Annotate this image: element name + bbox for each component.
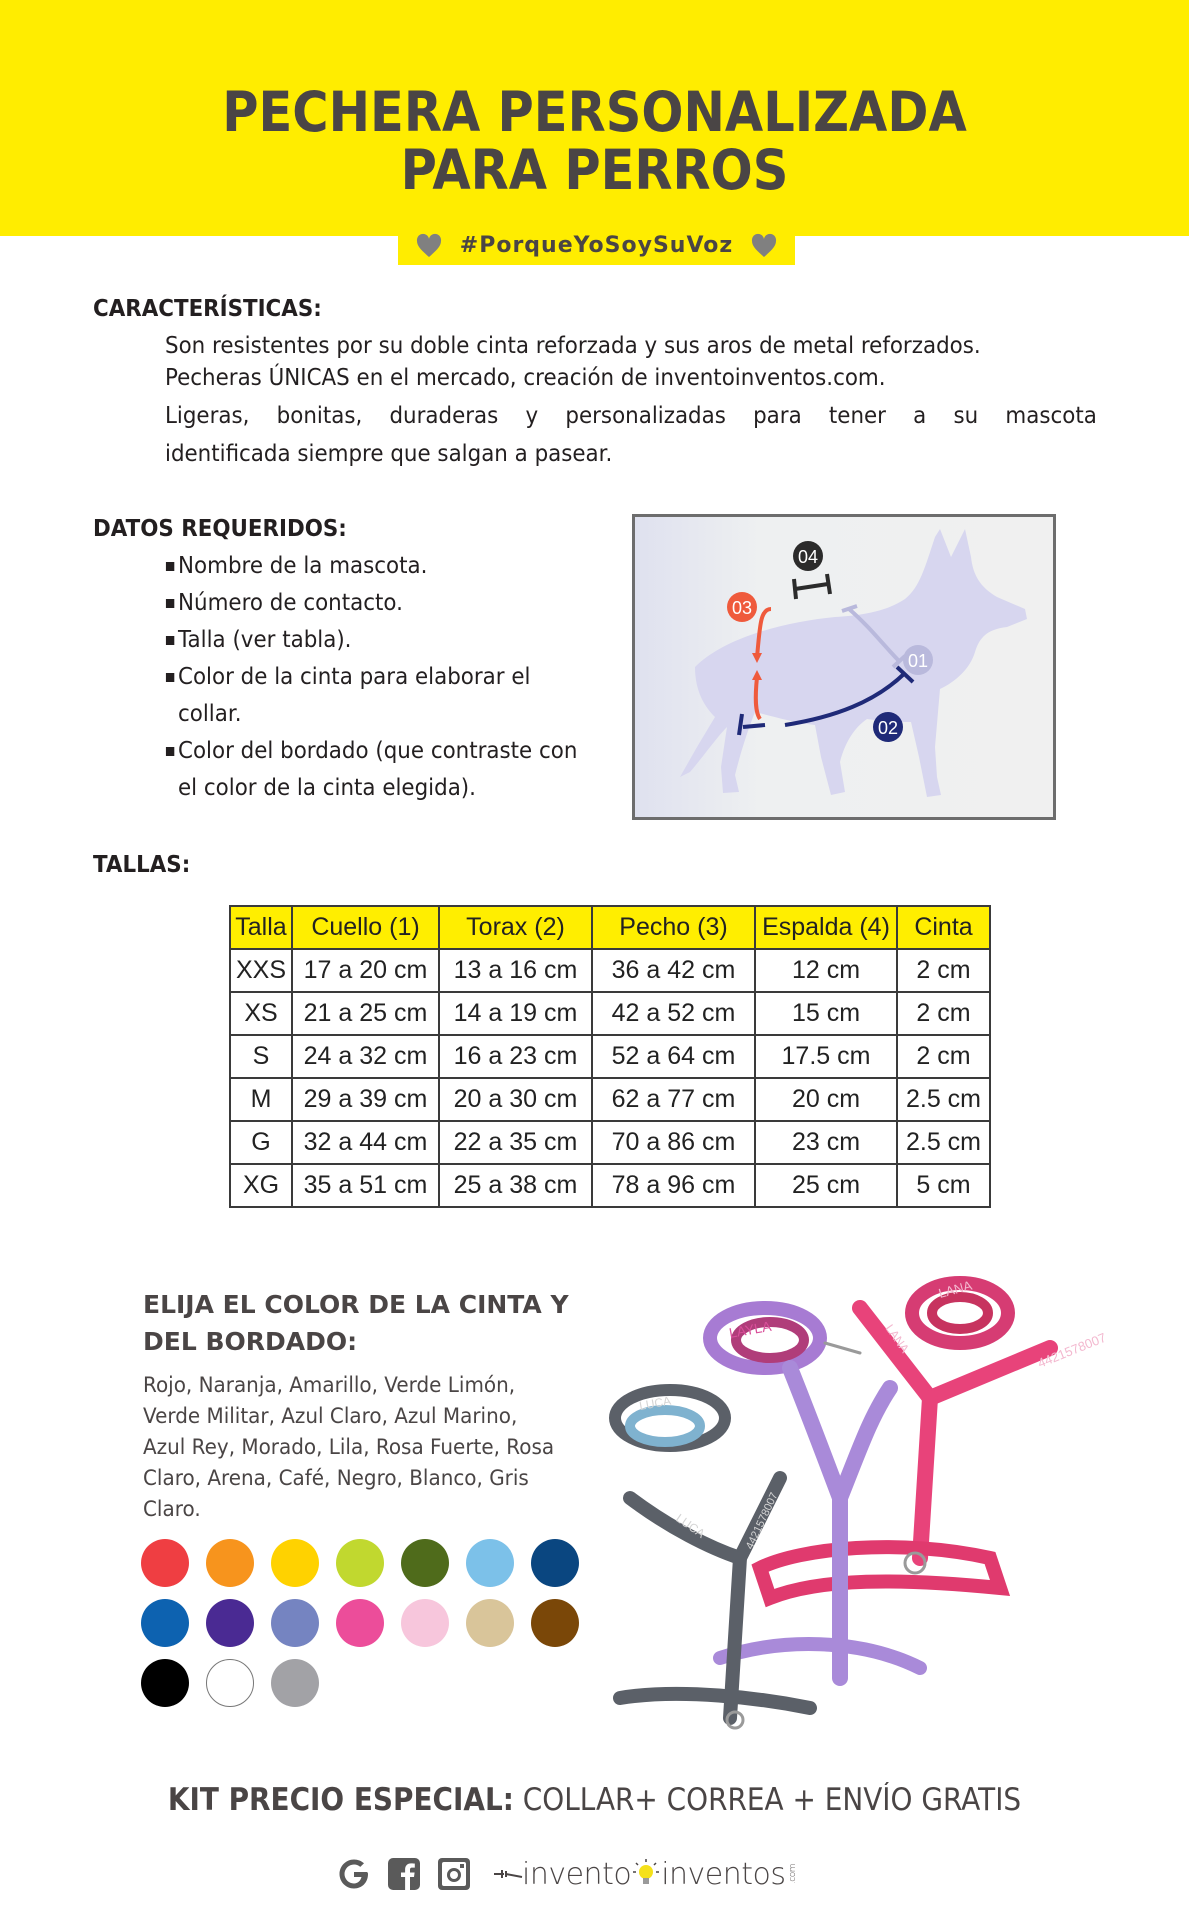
measurement-cell: 52 a 64 cm bbox=[592, 1035, 755, 1078]
embroidery-text: 4421578007 bbox=[743, 1490, 781, 1552]
measurement-cell: 78 a 96 cm bbox=[592, 1164, 755, 1207]
marker-label: 04 bbox=[797, 547, 819, 567]
table-row bbox=[230, 992, 990, 1035]
kit-offer-rest: COLLAR+ CORREA + ENVÍO GRATIS bbox=[513, 1782, 1022, 1818]
measurement-cell: 20 cm bbox=[755, 1078, 897, 1121]
measurement-cell: 20 a 30 cm bbox=[439, 1078, 592, 1121]
list-item: Número de contacto. bbox=[165, 585, 593, 622]
table-header-row bbox=[230, 906, 990, 949]
embroidery-text: LUCA bbox=[638, 1393, 673, 1413]
list-item: Color de la cinta para elaborar el collar. bbox=[165, 659, 593, 733]
color-swatch[interactable] bbox=[141, 1539, 189, 1587]
marker-04 bbox=[793, 541, 830, 599]
measurement-cell: 2 cm bbox=[897, 1035, 990, 1078]
measurement-cell: 29 a 39 cm bbox=[292, 1078, 439, 1121]
measurement-cell: 16 a 23 cm bbox=[439, 1035, 592, 1078]
color-swatch[interactable] bbox=[336, 1599, 384, 1647]
list-item: Nombre de la mascota. bbox=[165, 548, 593, 585]
size-cell: XS bbox=[230, 992, 292, 1035]
size-cell: G bbox=[230, 1121, 292, 1164]
kit-offer bbox=[59, 1782, 1129, 1818]
caracteristicas-line: Pecheras ÚNICAS en el mercado, creación de inventoinventos.com. bbox=[165, 365, 886, 391]
tallas-heading: TALLAS: bbox=[93, 852, 191, 878]
square-bullet-icon bbox=[165, 733, 178, 807]
list-item: Color del bordado (que contraste con el color de la cinta elegida). bbox=[165, 733, 593, 807]
measurement-cell: 2 cm bbox=[897, 992, 990, 1035]
measurement-cell: 32 a 44 cm bbox=[292, 1121, 439, 1164]
color-swatch[interactable] bbox=[466, 1599, 514, 1647]
colores-list-text: Rojo, Naranja, Amarillo, Verde Limón, Verde Militar, Azul Claro, Azul Marino, Azul Rey, Morado, Lila, Rosa Fuerte, Rosa Claro, Arena, Café, Negro, Blanco, Gris Claro. bbox=[143, 1373, 555, 1521]
product-photo bbox=[600, 1258, 1109, 1738]
caracteristicas-line: Ligeras, bonitas, duraderas y personalizadas para tener a su mascota bbox=[165, 403, 1097, 429]
measurement-cell: 13 a 16 cm bbox=[439, 949, 592, 992]
marker-label: 03 bbox=[731, 598, 753, 618]
hashtag-tab bbox=[398, 226, 795, 265]
color-swatch[interactable] bbox=[206, 1659, 254, 1707]
color-swatch[interactable] bbox=[271, 1599, 319, 1647]
color-swatch[interactable] bbox=[141, 1599, 189, 1647]
logo-text-right: inventos bbox=[661, 1856, 786, 1892]
measurement-cell: 21 a 25 cm bbox=[292, 992, 439, 1035]
color-swatch[interactable] bbox=[401, 1599, 449, 1647]
facebook-icon[interactable] bbox=[386, 1856, 422, 1892]
measurement-cell: 23 cm bbox=[755, 1121, 897, 1164]
plug-icon bbox=[494, 1867, 522, 1881]
dog-silhouette-icon bbox=[680, 529, 1027, 797]
color-swatch[interactable] bbox=[531, 1539, 579, 1587]
instagram-icon[interactable] bbox=[436, 1856, 472, 1892]
measurement-cell: 70 a 86 cm bbox=[592, 1121, 755, 1164]
column-header: Talla bbox=[230, 906, 292, 949]
kit-offer-bold: KIT PRECIO ESPECIAL: bbox=[167, 1782, 514, 1818]
footer bbox=[336, 1852, 798, 1896]
color-swatch[interactable] bbox=[206, 1539, 254, 1587]
table-row bbox=[230, 1121, 990, 1164]
table-row bbox=[230, 1035, 990, 1078]
color-swatch[interactable] bbox=[206, 1599, 254, 1647]
table-row bbox=[230, 949, 990, 992]
caracteristicas-line: Son resistentes por su doble cinta reforzada y sus aros de metal reforzados. bbox=[165, 333, 981, 359]
color-swatch[interactable] bbox=[271, 1659, 319, 1707]
measurement-cell: 15 cm bbox=[755, 992, 897, 1035]
size-cell: S bbox=[230, 1035, 292, 1078]
column-header: Torax (2) bbox=[439, 906, 592, 949]
column-header: Pecho (3) bbox=[592, 906, 755, 949]
color-swatch[interactable] bbox=[401, 1539, 449, 1587]
measurement-cell: 17.5 cm bbox=[755, 1035, 897, 1078]
color-swatch[interactable] bbox=[271, 1539, 319, 1587]
square-bullet-icon bbox=[165, 659, 178, 733]
measurement-cell: 24 a 32 cm bbox=[292, 1035, 439, 1078]
color-swatch[interactable] bbox=[466, 1539, 514, 1587]
google-icon[interactable] bbox=[336, 1856, 372, 1892]
measurement-cell: 17 a 20 cm bbox=[292, 949, 439, 992]
size-cell: XG bbox=[230, 1164, 292, 1207]
measurement-cell: 22 a 35 cm bbox=[439, 1121, 592, 1164]
logo-text-left: invento bbox=[522, 1856, 632, 1892]
marker-label: 02 bbox=[877, 718, 899, 738]
measurement-cell: 25 a 38 cm bbox=[439, 1164, 592, 1207]
measurement-cell: 25 cm bbox=[755, 1164, 897, 1207]
list-item: Talla (ver tabla). bbox=[165, 622, 593, 659]
color-swatch[interactable] bbox=[141, 1659, 189, 1707]
heart-icon bbox=[416, 234, 442, 258]
square-bullet-icon bbox=[165, 622, 178, 659]
size-cell: XXS bbox=[230, 949, 292, 992]
measurement-cell: 42 a 52 cm bbox=[592, 992, 755, 1035]
measurement-cell: 35 a 51 cm bbox=[292, 1164, 439, 1207]
lightbulb-icon bbox=[631, 1857, 661, 1891]
inventoinventos-logo[interactable] bbox=[494, 1857, 798, 1892]
measurement-cell: 14 a 19 cm bbox=[439, 992, 592, 1035]
marker-label: 01 bbox=[907, 651, 929, 671]
embroidery-text: 4421578007 bbox=[1035, 1329, 1109, 1371]
hashtag-text: #PorqueYoSoySuVoz bbox=[459, 233, 734, 258]
caracteristicas-text bbox=[165, 330, 1097, 470]
color-swatch[interactable] bbox=[336, 1539, 384, 1587]
table-row bbox=[230, 1164, 990, 1207]
caracteristicas-heading: CARACTERÍSTICAS: bbox=[93, 296, 322, 322]
square-bullet-icon bbox=[165, 548, 178, 585]
color-swatch[interactable] bbox=[531, 1599, 579, 1647]
measurement-cell: 62 a 77 cm bbox=[592, 1078, 755, 1121]
embroidery-text: LANA bbox=[936, 1277, 974, 1301]
measurement-cell: 2.5 cm bbox=[897, 1078, 990, 1121]
embroidery-text: LANA bbox=[882, 1321, 912, 1356]
dog-measurement-diagram bbox=[632, 514, 1056, 820]
page-title-line2: PARA PERROS bbox=[400, 138, 789, 202]
embroidery-text: LUCA bbox=[673, 1510, 708, 1541]
heart-icon bbox=[751, 234, 777, 258]
colores-heading: ELIJA EL COLOR DE LA CINTA Y DEL BORDADO: bbox=[143, 1290, 569, 1356]
measurement-cell: 5 cm bbox=[897, 1164, 990, 1207]
embroidery-text: LAYLA bbox=[727, 1317, 773, 1341]
measurement-cell: 2.5 cm bbox=[897, 1121, 990, 1164]
column-header: Cuello (1) bbox=[292, 906, 439, 949]
measurement-cell: 36 a 42 cm bbox=[592, 949, 755, 992]
caracteristicas-line: identificada siempre que salgan a pasear. bbox=[165, 441, 613, 467]
logo-suffix: .com bbox=[787, 1863, 798, 1885]
square-bullet-icon bbox=[165, 585, 178, 622]
datos-list bbox=[165, 548, 593, 807]
measurement-cell: 2 cm bbox=[897, 949, 990, 992]
measurement-cell: 12 cm bbox=[755, 949, 897, 992]
column-header: Espalda (4) bbox=[755, 906, 897, 949]
table-row bbox=[230, 1078, 990, 1121]
datos-heading: DATOS REQUERIDOS: bbox=[93, 516, 347, 542]
column-header: Cinta bbox=[897, 906, 990, 949]
page-title-line1: PECHERA PERSONALIZADA bbox=[222, 80, 967, 144]
size-cell: M bbox=[230, 1078, 292, 1121]
size-table bbox=[229, 905, 991, 1208]
